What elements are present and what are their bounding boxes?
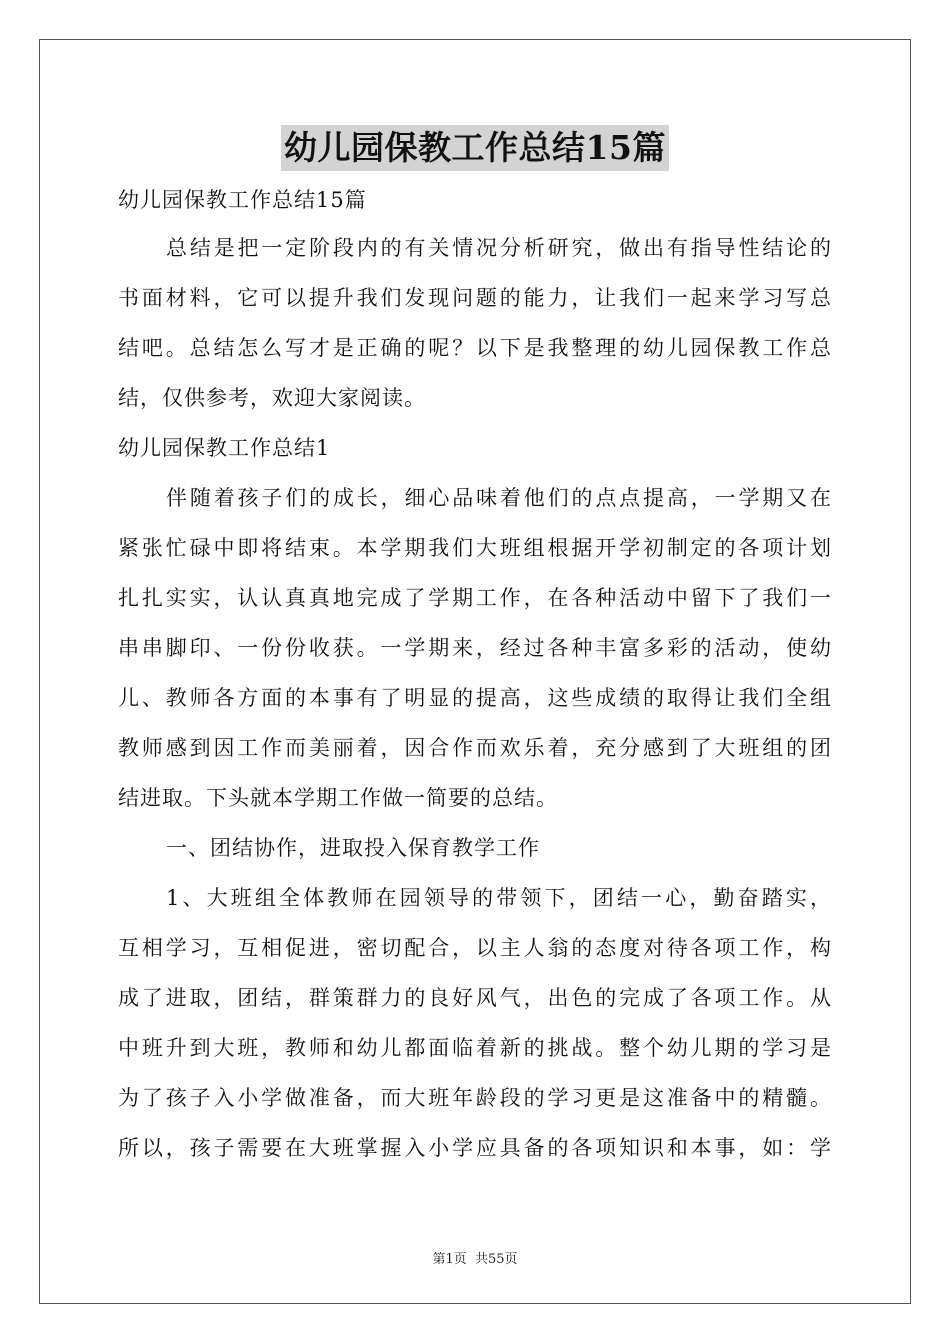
paragraph-line: 伴随着孩子们的成长，细心品味着他们的点点提高，一学期又在 bbox=[166, 486, 832, 510]
paragraph-line: 结，仅供参考，欢迎大家阅读。 bbox=[118, 386, 426, 410]
paragraph-line: 儿、教师各方面的本事有了明显的提高，这些成绩的取得让我们全组 bbox=[118, 686, 832, 710]
document-title: 幼儿园保教工作总结15篇 bbox=[281, 125, 669, 171]
paragraph-line: 为了孩子入小学做准备，而大班年龄段的学习更是这准备中的精髓。 bbox=[118, 1086, 832, 1110]
title-wrap bbox=[0, 125, 950, 171]
paragraph-line: 中班升到大班，教师和幼儿都面临着新的挑战。整个幼儿期的学习是 bbox=[118, 1036, 832, 1060]
subtitle-line: 幼儿园保教工作总结15篇 bbox=[118, 188, 367, 212]
paragraph-line: 所以，孩子需要在大班掌握入小学应具备的各项知识和本事，如：学 bbox=[118, 1136, 832, 1160]
section-heading: 幼儿园保教工作总结1 bbox=[118, 436, 331, 460]
paragraph-line: 扎扎实实，认认真真地完成了学期工作，在各种活动中留下了我们一 bbox=[118, 586, 832, 610]
paragraph-line: 书面材料，它可以提升我们发现问题的能力，让我们一起来学习写总 bbox=[118, 286, 832, 310]
page-footer bbox=[0, 1248, 950, 1267]
paragraph-line: 串串脚印、一份份收获。一学期来，经过各种丰富多彩的活动，使幼 bbox=[118, 636, 832, 660]
paragraph-line: 教师感到因工作而美丽着，因合作而欢乐着，充分感到了大班组的团 bbox=[118, 736, 832, 760]
paragraph-line: 总结是把一定阶段内的有关情况分析研究，做出有指导性结论的 bbox=[166, 236, 832, 260]
paragraph-line: 互相学习，互相促进，密切配合，以主人翁的态度对待各项工作，构 bbox=[118, 936, 832, 960]
page-border bbox=[39, 39, 911, 1304]
paragraph-line: 紧张忙碌中即将结束。本学期我们大班组根据开学初制定的各项计划 bbox=[118, 536, 832, 560]
paragraph-line: 成了进取，团结，群策群力的良好风气，出色的完成了各项工作。从 bbox=[118, 986, 832, 1010]
subsection-heading: 一、团结协作，进取投入保育教学工作 bbox=[166, 836, 540, 860]
paragraph-line: 结吧。总结怎么写才是正确的呢？以下是我整理的幼儿园保教工作总 bbox=[118, 336, 832, 360]
paragraph-line: 结进取。下头就本学期工作做一简要的总结。 bbox=[118, 786, 558, 810]
page-total: 共55页 bbox=[474, 1252, 518, 1267]
paragraph-line: 1、大班组全体教师在园领导的带领下，团结一心，勤奋踏实， bbox=[166, 886, 832, 910]
page-number: 第1页 bbox=[432, 1252, 467, 1267]
